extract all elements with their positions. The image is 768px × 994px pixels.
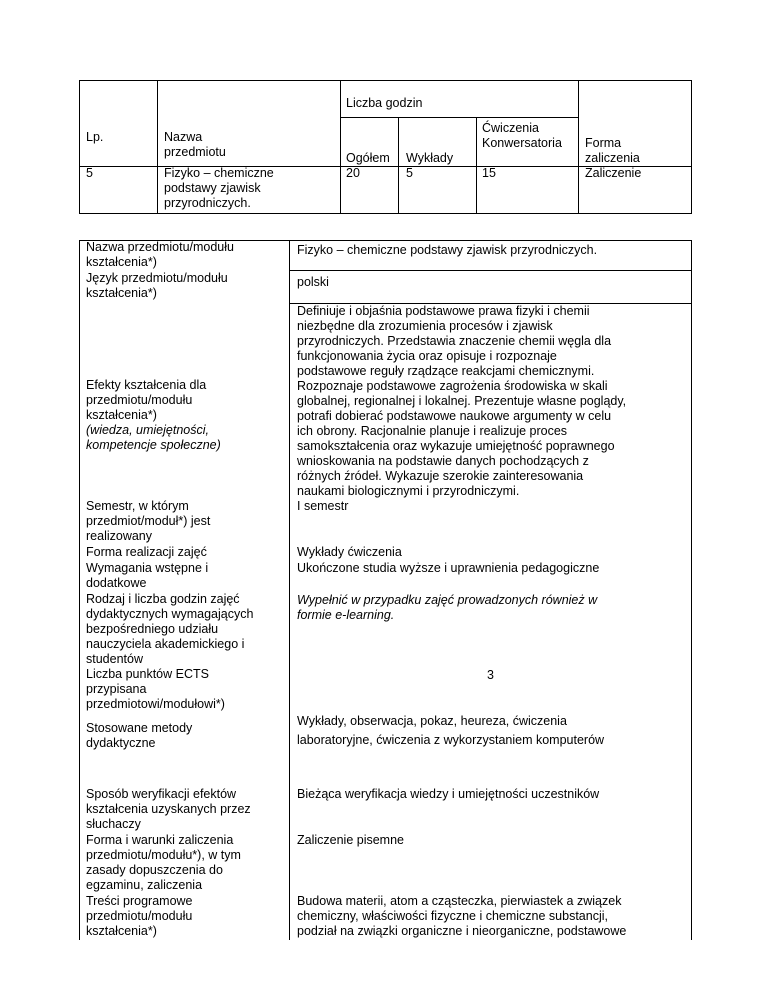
value-weryfikacja: Bieżąca weryfikacja wiedzy i umiejętności uczestników: [297, 787, 600, 801]
label-efekty-italic: (wiedza, umiejętności, kompetencje społeczne): [86, 423, 221, 452]
header-lp: Lp.: [86, 130, 104, 144]
value-ects: 3: [487, 668, 494, 682]
value-semestr: I semestr: [297, 499, 349, 513]
header-forma-zaliczenia: Forma zaliczenia: [585, 136, 640, 165]
label-efekty-main: Efekty kształcenia dla przedmiotu/modułu kształcenia*): [86, 378, 207, 422]
header-cwiczenia: Ćwiczenia Konwersatoria: [482, 121, 562, 150]
label-wymagania: Wymagania wstępne i dodatkowe: [86, 561, 209, 590]
value-metody: Wykłady, obserwacja, pokaz, heureza, ćwiczenia laboratoryjne, ćwiczenia z wykorzystaniem komputerów: [297, 714, 605, 747]
label-rodzaj-godzin: Rodzaj i liczba godzin zajęć dydaktycznych wymagających bezpośredniego udziału nauczyciela akademickiego i studentów: [86, 592, 254, 666]
row-forma: Zaliczenie: [585, 166, 642, 180]
header-liczba-godzin: Liczba godzin: [346, 96, 423, 110]
value-forma-zaliczenia: Zaliczenie pisemne: [297, 833, 404, 847]
label-forma-zaliczenia: Forma i warunki zaliczenia przedmiotu/modułu*), w tym zasady dopuszczenia do egzaminu, zaliczenia: [86, 833, 241, 892]
label-nazwa-przedmiotu: Nazwa przedmiotu/modułu kształcenia*): [86, 240, 234, 269]
value-wymagania: Ukończone studia wyższe i uprawnienia pedagogiczne: [297, 561, 600, 575]
row-wyklady: 5: [406, 166, 413, 180]
row-nazwa: Fizyko – chemiczne podstawy zjawisk przyrodniczych.: [164, 166, 274, 210]
label-forma-realizacji: Forma realizacji zajęć: [86, 545, 207, 559]
value-tresci: Budowa materii, atom a cząsteczka, pierwiastek a związek chemiczny, właściwości fizyczne i chemiczne substancji, podział na związki organiczne i nieorganiczne, podstawowe: [297, 894, 627, 938]
label-efekty: [86, 363, 221, 468]
label-semestr: Semestr, w którym przedmiot/moduł*) jest realizowany: [86, 499, 211, 543]
value-jezyk: polski: [297, 275, 329, 289]
row-ogolem: 20: [346, 166, 360, 180]
label-weryfikacja: Sposób weryfikacji efektów kształcenia uzyskanych przez słuchaczy: [86, 787, 251, 831]
value-rodzaj-godzin: Wypełnić w przypadku zajęć prowadzonych również w formie e-learning.: [297, 593, 598, 622]
value-efekty: Definiuje i objaśnia podstawowe prawa fizyki i chemii niezbędne dla zrozumienia procesów i zjawisk przyrodniczych. Przedstawia znaczenie chemii węgla dla funkcjonowania życia oraz opisuje i rozpoznaje podstawowe reguły rządzące reakcjami chemicznymi. Rozpoznaje podstawowe zagrożenia środowiska w skali globalnej, regionalnej i lokalnej. Prezentuje własne poglądy, potrafi dobierać podstawowe naukowe argumenty w celu ich obrony. Racjonalnie planuje i realizuje proces samokształcenia oraz wykazuje umiejętność poprawnego wnioskowania na podstawie danych pochodzących z różnych źródeł. Wykazuje szerokie zainteresowania naukami biologicznymi i przyrodniczymi.: [297, 304, 627, 498]
header-wyklady: Wykłady: [406, 151, 454, 165]
row-lp: 5: [86, 166, 93, 180]
header-ogolem: Ogółem: [346, 151, 390, 165]
value-nazwa-przedmiotu: Fizyko – chemiczne podstawy zjawisk przyrodniczych.: [297, 243, 598, 257]
label-tresci: Treści programowe przedmiotu/modułu kształcenia*): [86, 894, 193, 938]
value-forma-realizacji: Wykłady ćwiczenia: [297, 545, 402, 559]
label-metody: Stosowane metody dydaktyczne: [86, 721, 193, 750]
label-jezyk: Język przedmiotu/modułu kształcenia*): [86, 271, 228, 300]
header-nazwa-przedmiotu: Nazwa przedmiotu: [164, 130, 226, 159]
row-cwiczenia: 15: [482, 166, 496, 180]
label-ects: Liczba punktów ECTS przypisana przedmiotowi/modułowi*): [86, 667, 225, 711]
